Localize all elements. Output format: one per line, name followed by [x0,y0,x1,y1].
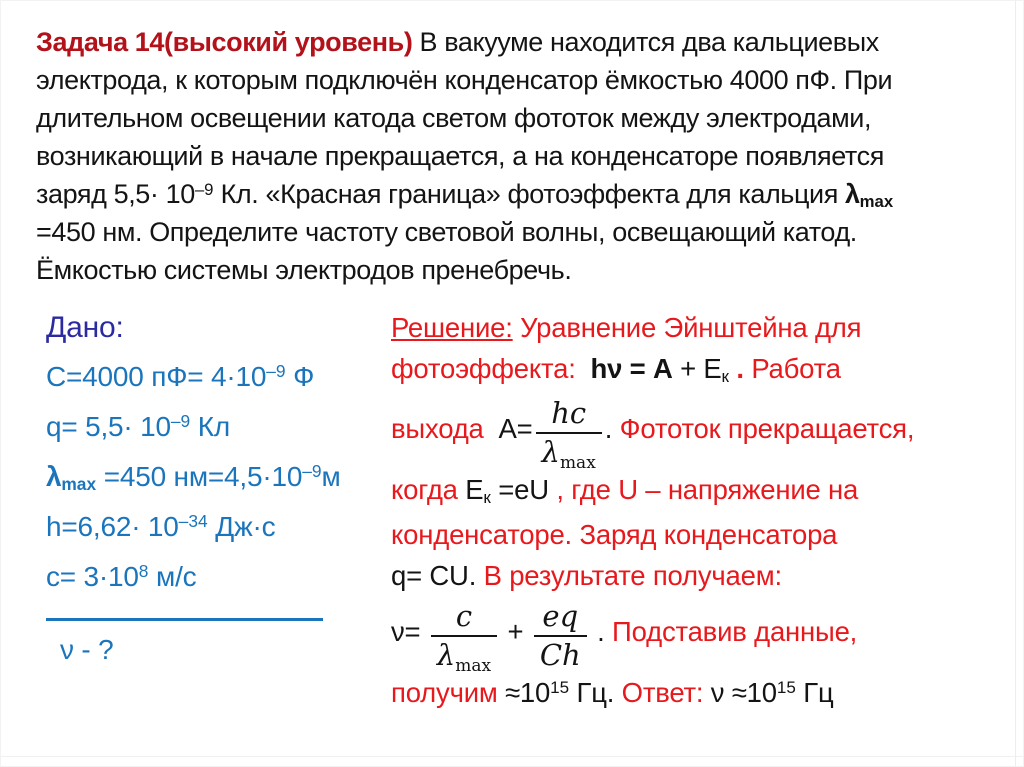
fraction [536,396,602,473]
text-line [36,213,1001,251]
text-run: 15 [550,677,570,697]
text-run: A= [498,413,533,445]
text-run: Кл. «Красная граница» фотоэффекта для кальция [213,179,846,209]
text-line [391,469,1021,514]
text-run: C=4000 пФ= 4·10 [46,361,267,392]
text-line [46,402,381,452]
text-run: =450 нм. Определите частоту световой волны, освещающий катод. [36,217,857,247]
text-run: + [500,615,531,647]
text-line [391,514,1021,555]
text-run: h=6,62· 10 [46,511,179,542]
given-block [46,304,381,675]
text-run: Уравнение Эйнштейна для [512,312,862,343]
text-run: конденсаторе. Заряд конденсатора [391,518,838,550]
text-run: Ф [285,361,315,392]
text-run: . [589,615,613,647]
fraction [431,598,497,676]
fraction [534,598,587,672]
text-run: фотоэффекта: [391,353,591,384]
text-run: –9 [194,179,214,199]
text-line [391,348,1021,393]
text-run: Ответ: [621,676,711,708]
text-run: м [321,461,341,492]
text-line [36,251,1001,289]
text-line [391,672,1021,717]
text-line [46,352,381,402]
text-run: Решение: [391,312,513,343]
text-run: c= 3·10 [46,561,139,592]
text-run: ν= [391,615,428,647]
text-run: . [468,559,484,591]
text-run: длительном освещении катода светом фототок между электродами, [36,103,872,133]
solution-block [391,307,1021,717]
text-line [391,307,1021,348]
text-line [46,502,381,552]
text-run: λ [436,637,456,672]
text-run: Дж·с [207,511,276,542]
text-run: выхода [391,413,499,445]
text-run: 8 [138,561,149,582]
text-run: Подставив данные, [612,615,858,647]
text-line [391,555,1021,596]
text-run: ν - ? [60,634,114,665]
text-run: м/с [148,561,197,592]
text-run: Кл [190,411,231,442]
text-run: hc [551,396,587,430]
text-run: Фототок прекращается, [619,413,915,445]
text-run: 15 [776,677,796,697]
text-line [46,552,381,602]
text-run: электрода, к которым подключён конденсатор ёмкостью 4000 пФ. При [36,65,893,95]
problem-statement [36,23,1001,289]
text-run: hν = A [590,353,673,384]
text-run: –9 [302,461,322,482]
text-line [46,304,381,352]
text-run: –34 [178,511,208,532]
text-run: –9 [266,361,286,382]
text-run: В результате получаем: [483,559,782,591]
text-line [46,452,381,502]
text-run: Гц. [569,676,622,708]
text-run: c [455,598,473,633]
text-run: λ [541,434,560,469]
text-run: q= CU [391,559,469,591]
text-run: , где U – напряжение на [548,473,859,505]
text-line [36,23,1001,61]
text-run: заряд 5,5· 10 [36,179,195,209]
text-run: когда [391,473,466,505]
text-run: возникающий в начале прекращается, а на конденсаторе появляется [36,141,884,171]
text-line [36,137,1001,175]
text-run: ≈10 [505,676,551,708]
text-run: λ [46,461,62,492]
text-run: ν ≈10 [710,676,777,708]
text-run: получим [391,676,506,708]
text-line [46,625,381,675]
text-run: Гц [795,676,834,708]
text-run: Ёмкостью системы электродов пренебречь. [36,255,572,285]
text-line [391,393,1021,473]
text-run: к [721,366,729,386]
text-run: В вакууме находится два кальциевых [419,27,879,57]
text-line [391,596,1021,676]
text-run: eq [542,598,579,633]
text-run: =450 нм=4,5·10 [96,461,303,492]
text-run: . [604,413,620,445]
text-run: λ [845,179,860,209]
text-run: q= 5,5· 10 [46,411,171,442]
text-run: =eU [490,473,549,505]
text-run: max [61,473,97,494]
text-run: к [483,487,491,507]
text-run: Дано: [46,311,124,344]
text-run: + E [672,353,722,384]
text-run: max [859,191,894,211]
text-run: –9 [170,411,191,432]
text-line [36,99,1001,137]
divider-line [46,618,323,621]
text-run: max [559,452,596,473]
text-line [36,61,1001,99]
text-run: Задача 14(высокий уровень) [36,27,420,57]
text-line [36,175,1001,213]
text-run: Работа [751,353,841,384]
text-run: Ch [539,637,581,672]
text-run: . [736,353,752,384]
text-run: E [465,473,484,505]
text-run: max [455,655,492,676]
